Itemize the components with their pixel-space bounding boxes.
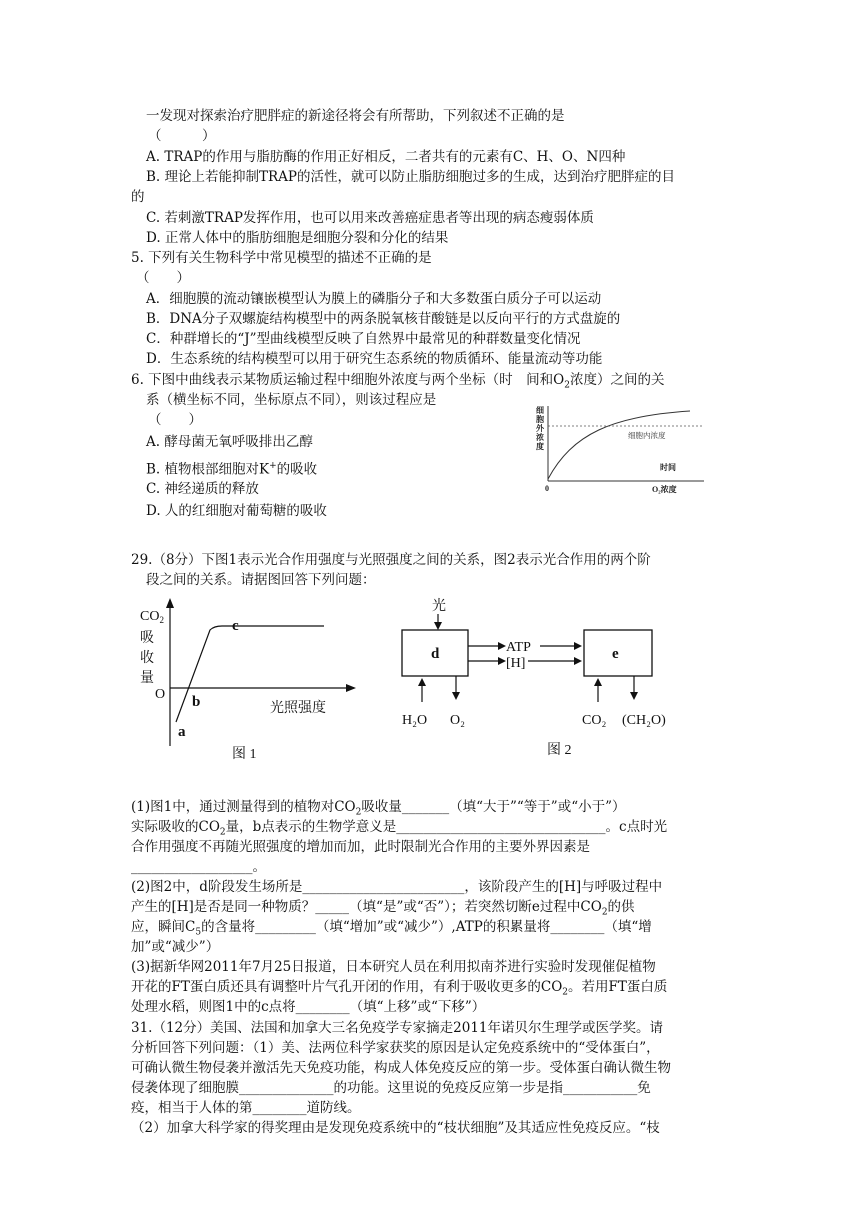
q29-figure-2 [394,596,694,760]
q6-option-b [146,456,317,480]
q6-stem-sub: 2 [564,380,570,391]
q31-line3: 可确认微生物侵袭并激活先天免疫功能，构成人体免疫反应的第一步。受体蛋白确认微生物 [131,1060,671,1076]
fig2-h-arrowhead [498,657,506,665]
q6-paren: （ ） [148,412,202,428]
q29-p2-sub2: 5 [195,927,202,938]
q29-p2-text2: 的供 [607,899,635,915]
q29-p2-line1: (2)图2中，d阶段发生场所是________________________，该阶段产生的[H]与呼吸过程中 [131,879,663,895]
q29-stem-line1: 29.（8分）下图1表示光合作用强度与光照强度之间的关系，图2表示光合作用的两个阶 [131,552,651,568]
q29-p1-text3: 实际吸收的CO [131,819,220,835]
q5-option-a: A．细胞膜的流动镶嵌模型认为膜上的磷脂分子和大多数蛋白质分子可以运动 [146,291,602,307]
q29-stem-line2: 段之间的关系。请据图回答下列问题： [146,572,376,588]
q6-graph-origin: 0 [545,484,549,493]
q6-stem-part1: 6. 下图中曲线表示某物质运输过程中细胞外浓度与两个坐标（时 间和O [131,372,565,388]
q5-option-d: D．生态系统的结构模型可以用于研究生态系统的物质循环、能量流动等功能 [146,351,603,367]
q6-graph-ylabel-5: 度 [536,442,544,451]
q29-p2-line4: 加”或“减少”） [131,939,220,955]
q6-graph-ylabel-1: 细 [536,406,544,415]
fig1-origin: O [155,687,166,702]
fig2-h2o-arrowhead [418,678,426,686]
q29-p1-sub2: 2 [219,827,226,838]
q31-line4: 侵袭体现了细胞膜______________的功能。这里说的免疫反应第一步是指___________免 [131,1080,651,1096]
fig2-h-label: [H] [506,656,526,671]
q31-line5: 疫，相当于人体的第________道防线。 [131,1100,361,1116]
fig2-h2o-label: H₂O [402,713,428,728]
q6-graph-o2-label: O₂浓度 [652,485,677,494]
q6-option-c: C. 神经递质的释放 [146,481,259,497]
fig1-x-arrow [346,684,356,692]
q29-p2-text3: 应，瞬间C [131,919,196,935]
q4-paren: （ ） [148,128,216,144]
fig2-caption: 图 2 [547,743,572,758]
q4-option-c: C. 若刺激TRAP发挥作用，也可以用来改善癌症患者等出现的病态瘦弱体质 [146,210,594,226]
fig2-box-d-label: d [431,646,440,662]
fig1-ylabel-2: 收 [140,651,154,666]
fig1-ylabel-3: 量 [140,671,154,686]
q6-option-b-text2: 的吸收 [276,461,318,478]
q29-p3-line3: 处理水稻，则图1中的c点将________（填“上移”或“下移”） [131,999,486,1015]
q5-option-b: B．DNA分子双螺旋结构模型中的两条脱氧核苷酸链是以反向平行的方式盘旋的 [146,311,621,327]
q29-p2-text4: 的含量将_________（填“增加”或“减少”）,ATP的积累量将________（填“增 [201,919,652,935]
fig1-caption: 图 1 [232,747,257,762]
fig2-o2-arrowhead [452,692,460,700]
q4-option-b-cont: 的 [131,189,145,205]
q6-graph-ylabel-2: 胞 [536,415,544,424]
q4-option-a: A. TRAP的作用与脂肪酶的作用正好相反，二者共有的元素有C、H、O、N四种 [146,149,626,165]
q29-p1-text1: (1)图1中，通过测量得到的植物对CO [131,799,356,815]
q5-stem: 5. 下列有关生物科学中常见模型的描述不正确的是 [131,250,432,266]
q29-p1-line4: __________________。 [131,859,266,875]
fig1-ylabel-co2: $CO_2$ [140,609,164,625]
fig1-point-b: b [192,694,201,710]
q29-p1-line3: 合作用强度不再随光照强度的增加而加，此时限制光合作用的主要外界因素是 [131,839,590,855]
q31-line1: 31.（12分）美国、法国和加拿大三名免疫学专家摘走2011年诺贝尔生理学或医学奖。请 [131,1020,664,1036]
q6-stem-part2: 浓度）之间的关 [569,372,665,388]
q29-p1-sub1: 2 [355,807,362,818]
q29-p1-text2: 吸收量_______（填“大于”“等于”或“小于”） [361,799,626,815]
fig2-box-e-label: e [612,646,619,662]
q6-graph-time-label: 时间 [660,463,676,472]
fig2-co2-label: CO₂ [582,713,607,728]
q29-p3-text2: 。若用FT蛋白质 [568,979,668,995]
q29-p3-sub1: 2 [562,987,569,998]
q31-line6: （2）加拿大科学家的得奖理由是发现免疫系统中的“枝状细胞”及其适应性免疫反应。“枝 [131,1120,660,1136]
q6-stem-line2: 系（横坐标不同，坐标原点不同），则该过程应是 [146,392,437,408]
fig2-atp-label: ATP [506,640,531,655]
q29-figure-1 [138,596,368,764]
q6-graph-ylabel-4: 浓 [536,433,544,442]
q6-graph-inner-label: 细胞内浓度 [628,431,666,440]
fig2-ch2o-arrowhead [630,692,638,700]
q6-option-b-sup: + [269,461,277,471]
fig1-y-arrow [166,598,174,608]
fig1-ylabel-1: 吸 [140,631,154,646]
fig2-light-label: 光 [432,599,446,614]
q31-line2: 分析回答下列问题：（1）美、法两位科学家获奖的原因是认定免疫系统中的“受体蛋白”， [131,1040,660,1056]
q5-paren: （ ） [136,270,190,286]
q6-graph-ylabel-3: 外 [536,424,544,433]
q4-option-d: D. 正常人体中的脂肪细胞是细胞分裂和分化的结果 [146,230,449,246]
fig2-light-arrowhead [434,622,442,630]
fig1-point-a: a [178,724,186,740]
q6-option-a: A. 酵母菌无氧呼吸排出乙醇 [146,434,313,450]
q29-p3-line1: (3)据新华网2011年7月25日报道，日本研究人员在利用拟南芥进行实验时发现催促植物 [131,959,656,975]
q4-stem: 一发现对探索治疗肥胖症的新途径将会有所帮助，下列叙述不正确的是 [146,108,565,124]
fig2-atp-arrowhead [498,642,506,650]
q6-option-d: D. 人的红细胞对葡萄糖的吸收 [146,503,327,519]
fig2-to-e-arrowhead-1 [574,642,582,650]
fig1-point-c: c [232,618,239,634]
fig2-co2-arrowhead [594,678,602,686]
q6-option-b-text: B. 植物根部细胞对K [146,461,270,478]
q4-option-b: B. 理论上若能抑制TRAP的活性，就可以防止脂肪细胞过多的生成，达到治疗肥胖症的目 [146,169,676,185]
q29-p2-sub1: 2 [601,907,608,918]
fig1-xlabel: 光照强度 [270,701,326,716]
q5-option-c: C．种群增长的“J”型曲线模型反映了自然界中最常见的种群数量变化情况 [146,331,581,347]
q29-p2-text1: 产生的[H]是否是同一种物质？_____（填“是”或“否”）；若突然切断e过程中CO [131,899,602,915]
q29-p3-text1: 开花的FT蛋白质还具有调整叶片气孔开闭的作用，有利于吸收更多的CO [131,979,563,995]
q29-p1-text4: 量，b点表示的生物学意义是_______________________________。c点时光 [225,819,668,835]
fig2-to-e-arrowhead-2 [574,657,582,665]
q6-concentration-graph [532,404,712,496]
fig2-o2-label: O₂ [450,713,465,728]
fig2-ch2o-label: (CH₂O) [622,713,666,728]
